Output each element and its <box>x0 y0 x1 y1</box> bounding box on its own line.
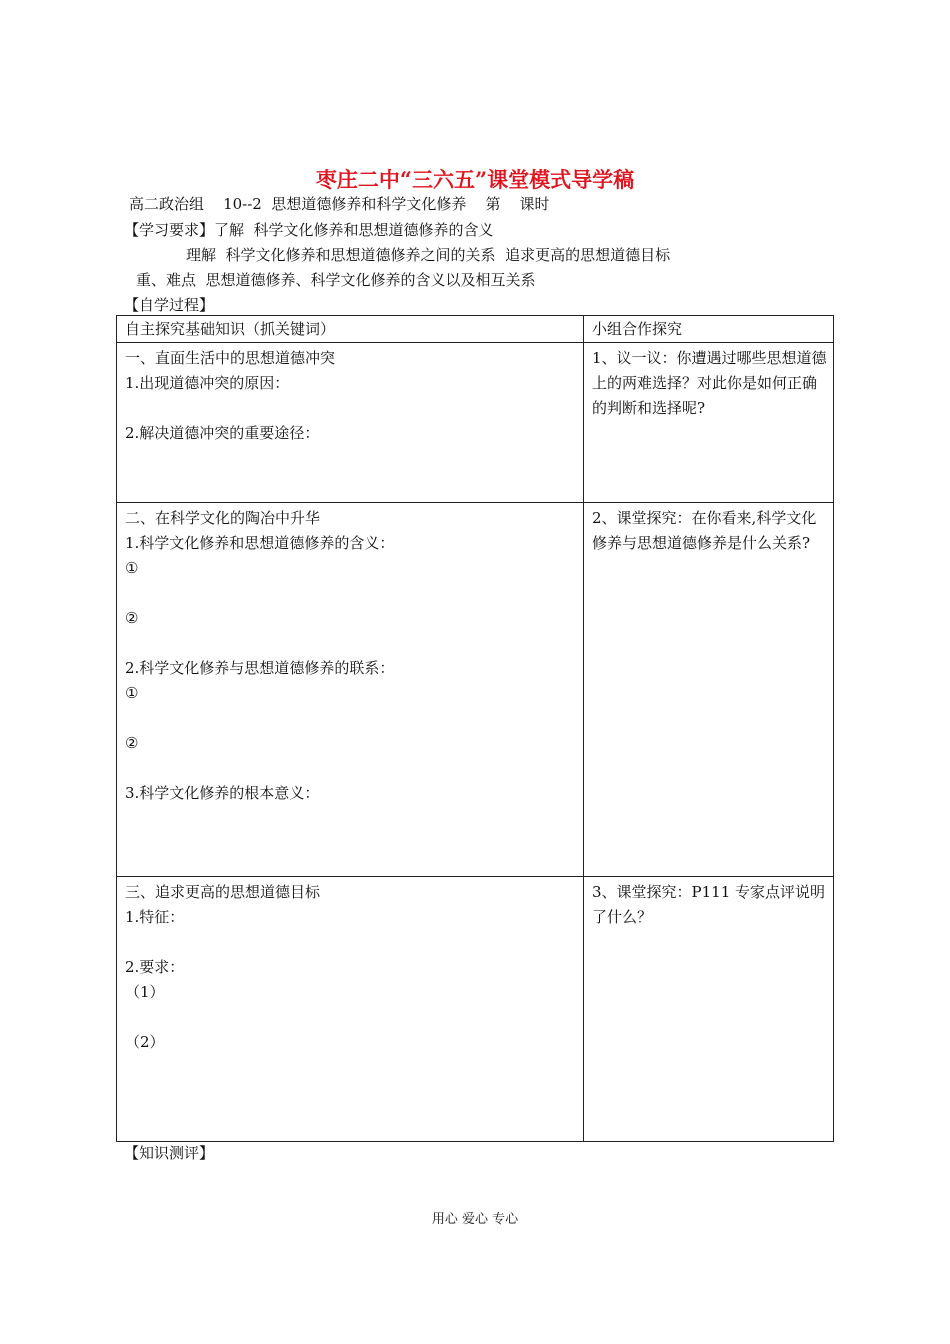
section-2-q2: 2.科学文化修养与思想道德修养的联系： <box>125 659 395 677</box>
header-left: 自主探究基础知识（抓关键词） <box>117 316 584 343</box>
section-3-q1: 1.特征： <box>125 908 185 926</box>
section-3-right: 3、课堂探究：P111 专家点评说明了什么？ <box>584 877 834 1142</box>
section-2-marker-4: ② <box>125 734 139 752</box>
section-3-left <box>117 877 584 1142</box>
section-3-q2: 2.要求： <box>125 958 185 976</box>
section-3-marker-1: （1） <box>125 983 165 1001</box>
section-2-marker-2: ② <box>125 609 139 627</box>
section-1-right: 1、议一议：你遭遇过哪些思想道德上的两难选择？对此你是如何正确的判断和选择呢? <box>584 343 834 503</box>
key-points-line: 重、难点 思想道德修养、科学文化修养的含义以及相互关系 <box>136 271 536 289</box>
section-2-row <box>117 503 834 877</box>
document-title: 枣庄二中“三六五”课堂模式导学稿 <box>315 167 635 192</box>
process-heading: 【自学过程】 <box>124 296 215 314</box>
requirements-line-2: 理解 科学文化修养和思想道德修养之间的关系 追求更高的思想道德目标 <box>186 246 671 264</box>
section-2-q1: 1.科学文化修养和思想道德修养的含义： <box>125 534 395 552</box>
section-1-row <box>117 343 834 503</box>
section-2-marker-1: ① <box>125 559 139 577</box>
study-table <box>116 315 834 1142</box>
section-3-row <box>117 877 834 1142</box>
section-3-marker-2: （2） <box>125 1033 165 1051</box>
section-2-title: 二、在科学文化的陶冶中升华 <box>125 509 321 527</box>
table-header-row <box>117 316 834 343</box>
section-2-marker-3: ① <box>125 684 139 702</box>
section-2-right: 2、课堂探究：在你看来,科学文化修养与思想道德修养是什么关系? <box>584 503 834 877</box>
section-1-left <box>117 343 584 503</box>
section-1-q2: 2.解决道德冲突的重要途径： <box>125 424 320 442</box>
section-3-title: 三、追求更高的思想道德目标 <box>125 883 321 901</box>
header-right: 小组合作探究 <box>584 316 834 343</box>
knowledge-heading: 【知识测评】 <box>124 1144 215 1162</box>
section-2-left <box>117 503 584 877</box>
page-footer: 用心 爱心 专心 <box>431 1212 519 1227</box>
subtitle-line: 高二政治组 10--2 思想道德修养和科学文化修养 第 课时 <box>129 195 550 213</box>
section-2-q3: 3.科学文化修养的根本意义： <box>125 784 320 802</box>
section-1-title: 一、直面生活中的思想道德冲突 <box>125 349 336 367</box>
requirements-line-1: 【学习要求】了解 科学文化修养和思想道德修养的含义 <box>124 221 494 239</box>
section-1-q1: 1.出现道德冲突的原因： <box>125 374 290 392</box>
